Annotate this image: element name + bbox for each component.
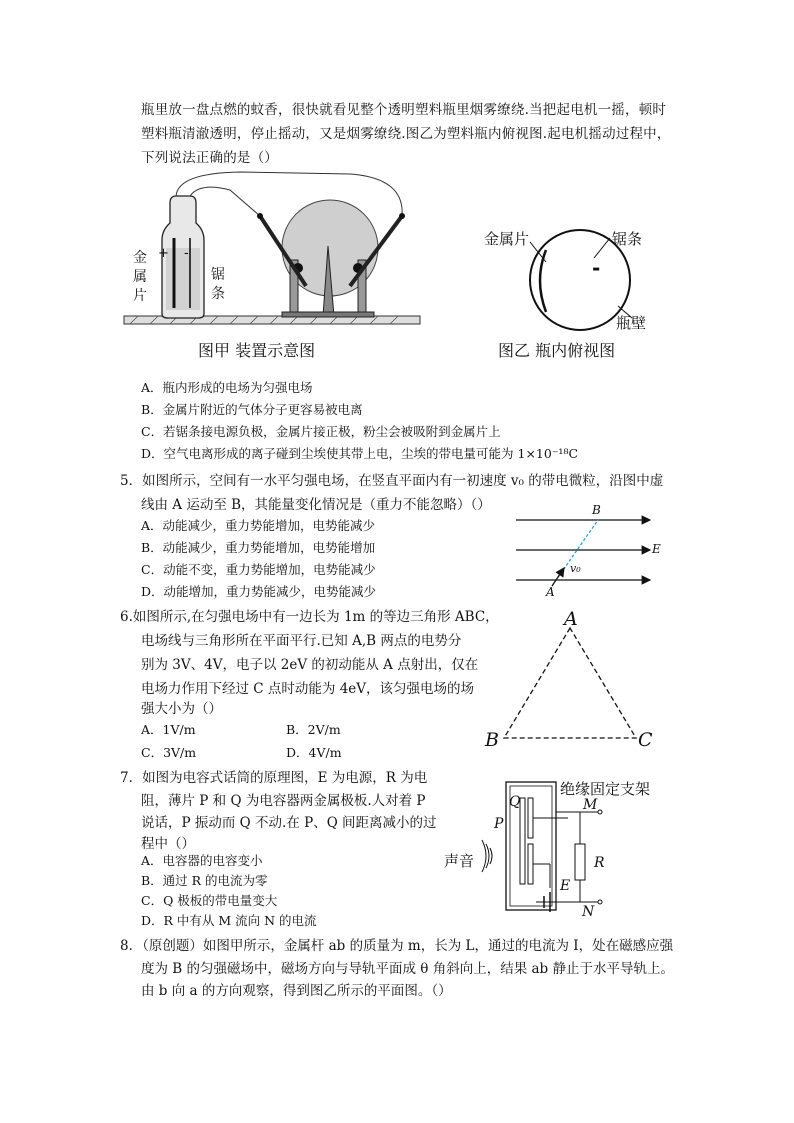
q5-option-a: A．动能减少，重力势能增加，电势能减少	[141, 518, 376, 533]
metal-label-1: 金	[133, 250, 147, 266]
q6-vertex-b: B	[485, 729, 499, 751]
q4-option-b: B．金属片附近的气体分子更容易被电离	[141, 402, 363, 417]
q6-stem-2: 电场线与三角形所在平面平行.已知 A,B 两点的电势分	[141, 633, 462, 649]
q5-label-e: E	[652, 542, 661, 556]
q7-label-r: R	[594, 855, 605, 871]
q4-option-d: D．空气电离形成的离子碰到尘埃使其带上电，尘埃的带电量可能为 1×10⁻¹⁸C	[141, 446, 579, 461]
yi-metal-label: 金属片	[484, 230, 530, 248]
intro-line-2: 塑料瓶清澈透明，停止摇动，又是烟雾缭绕.图乙为塑料瓶内俯视图.起电机摇动过程中，	[141, 126, 671, 142]
q7-option-c: C．Q 极板的带电量变大	[141, 893, 278, 908]
metal-label-2: 属	[133, 269, 147, 285]
yi-minus-sign: -	[592, 256, 601, 280]
q6-stem-4: 电场力作用下经过 C 点时动能为 4eV，该匀强电场的场	[141, 681, 475, 697]
q7-sound-label: 声音	[444, 852, 475, 870]
q5-stem-1: 5．如图所示，空间有一水平匀强电场，在竖直平面内有一初速度 v₀ 的带电微粒，沿图中虚	[120, 473, 664, 489]
q6-vertex-a: A	[564, 608, 578, 630]
q6-option-d: D．4V/m	[286, 745, 342, 760]
metal-label-3: 片	[133, 288, 147, 304]
q7-label-e: E	[560, 878, 571, 894]
q7-stem-2: 阻，薄片 P 和 Q 为电容器两金属极板.人对着 P	[141, 793, 426, 809]
intro-line-3: 下列说法正确的是（）	[141, 150, 278, 166]
q7-option-a: A．电容器的电容变小	[141, 853, 263, 868]
q6-option-b: B．2V/m	[286, 722, 341, 737]
q5-option-b: B．动能减少，重力势能增加，电势能增加	[141, 540, 376, 555]
q8-stem-2: 度为 B 的匀强磁场中，磁场方向与导轨平面成 θ 角斜向上，结果 ab 静止于水平导轨上。	[141, 961, 674, 977]
q6-vertex-c: C	[638, 729, 653, 751]
q6-option-c: C．3V/m	[141, 745, 197, 760]
q8-stem-1: 8．（原创题）如图甲所示，金属杆 ab 的质量为 m，长为 L，通过的电流为 I，处在磁感应强	[120, 938, 674, 954]
q4-option-c: C．若锯条接电源负极，金属片接正极，粉尘会被吸附到金属片上	[141, 424, 501, 439]
intro-line-1: 瓶里放一盘点燃的蚊香，很快就看见整个透明塑料瓶里烟雾缭绕.当把起电机一摇，顿时	[141, 102, 667, 118]
yi-wall-label: 瓶壁	[616, 314, 647, 332]
minus-sign: -	[184, 246, 189, 261]
q7-stem-4: 程中（）	[141, 836, 195, 852]
saw-label-1: 锯	[211, 267, 225, 283]
q7-label-m: M	[583, 797, 598, 813]
q6-option-a: A．1V/m	[141, 722, 196, 737]
q7-stem-3: 说话，P 振动而 Q 不动.在 P、Q 间距离减小的过	[141, 815, 437, 831]
q8-stem-3: 由 b 向 a 的方向观察，得到图乙所示的平面图。（）	[141, 983, 452, 999]
saw-label-2: 条	[211, 286, 225, 302]
q7-label-p: P	[494, 816, 504, 832]
q7-label-n: N	[582, 904, 595, 920]
q5-label-v0: v₀	[570, 562, 581, 575]
yi-saw-label: 锯条	[612, 230, 643, 248]
q7-support-label: 绝缘固定支架	[560, 780, 651, 798]
q4-option-a: A．瓶内形成的电场为匀强电场	[141, 380, 313, 395]
plus-sign: +	[158, 246, 169, 261]
figure-yi-caption: 图乙 瓶内俯视图	[498, 341, 616, 360]
q7-label-q: Q	[509, 794, 521, 810]
q5-label-b: B	[592, 503, 601, 517]
q6-stem-1: 6.如图所示,在匀强电场中有一边长为 1m 的等边三角形 ABC，	[120, 609, 499, 625]
q5-label-a: A	[546, 585, 555, 599]
q6-stem-5: 强大小为（）	[141, 701, 222, 717]
q7-option-b: B．通过 R 的电流为零	[141, 873, 268, 888]
q6-triangle-diagram	[500, 620, 640, 745]
q5-stem-2: 线由 A 运动至 B，其能量变化情况是（重力不能忽略）（）	[141, 497, 491, 513]
q7-option-d: D．R 中有从 M 流向 N 的电流	[141, 913, 317, 928]
figure-jia-caption: 图甲 装置示意图	[198, 341, 316, 360]
q5-option-c: C．动能不变，重力势能增加，电势能减少	[141, 562, 376, 577]
q7-stem-1: 7．如图为电容式话筒的原理图，E 为电源，R 为电	[120, 770, 428, 786]
q5-field-diagram	[512, 510, 662, 600]
q5-option-d: D．动能增加，重力势能减少，电势能减少	[141, 584, 377, 599]
q6-stem-3: 别为 3V、4V，电子以 2eV 的初动能从 A 点射出，仅在	[141, 657, 479, 673]
